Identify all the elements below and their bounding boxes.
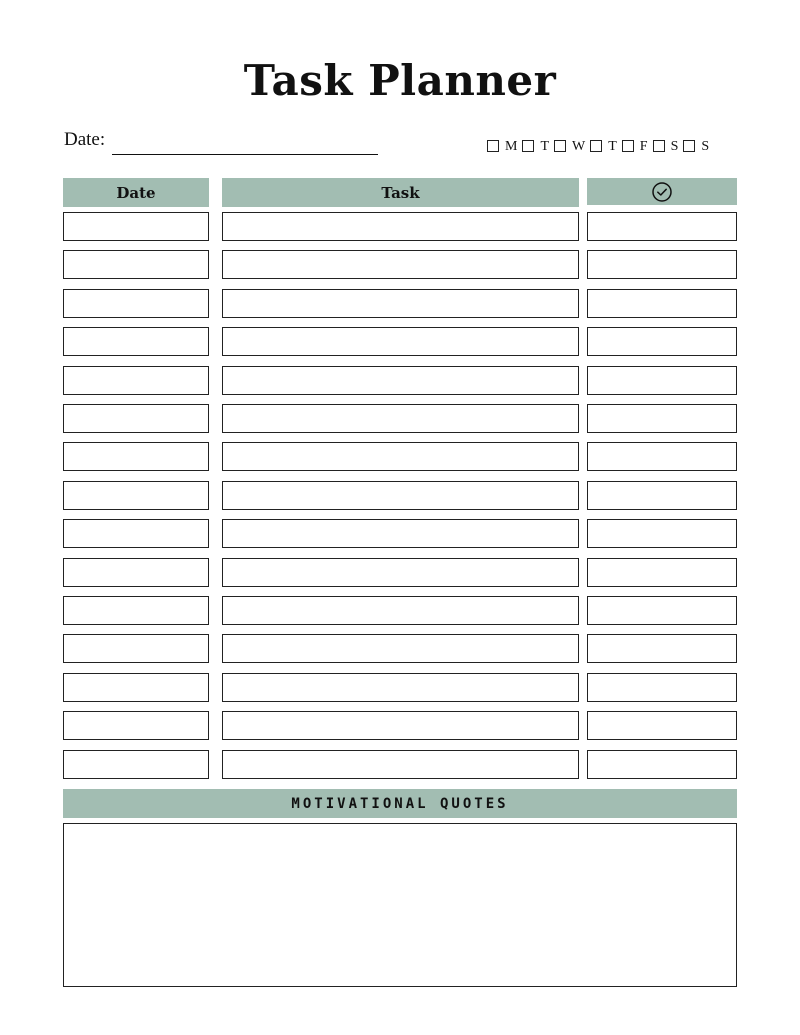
checkbox[interactable] xyxy=(653,140,665,152)
checkbox[interactable] xyxy=(487,140,499,152)
page-title: Task Planner xyxy=(243,56,557,105)
checkbox[interactable] xyxy=(622,140,634,152)
date-cell[interactable] xyxy=(63,289,209,318)
day-label: F xyxy=(639,139,648,154)
task-cell[interactable] xyxy=(222,250,579,279)
day-label: S xyxy=(701,139,710,154)
done-cell[interactable] xyxy=(587,289,737,318)
day-checkbox-saturday[interactable] xyxy=(653,137,679,155)
date-cell[interactable] xyxy=(63,250,209,279)
done-cell[interactable] xyxy=(587,673,737,702)
date-cell[interactable] xyxy=(63,750,209,779)
task-cell[interactable] xyxy=(222,404,579,433)
checkbox[interactable] xyxy=(522,140,534,152)
day-checkbox-wednesday[interactable] xyxy=(554,137,585,155)
done-cell[interactable] xyxy=(587,442,737,471)
check-circle-icon xyxy=(651,181,673,203)
column-header-date: Date xyxy=(63,178,209,207)
task-cell[interactable] xyxy=(222,366,579,395)
motivational-quotes-header: MOTIVATIONAL QUOTES xyxy=(63,789,737,818)
day-checkbox-monday[interactable] xyxy=(487,137,517,155)
weekday-checkboxes xyxy=(487,137,714,155)
date-cell[interactable] xyxy=(63,519,209,548)
date-label: Date: xyxy=(64,129,106,150)
column-header-done xyxy=(587,178,737,205)
date-cell[interactable] xyxy=(63,212,209,241)
task-cell[interactable] xyxy=(222,212,579,241)
task-cell[interactable] xyxy=(222,750,579,779)
date-cell[interactable] xyxy=(63,481,209,510)
task-cell[interactable] xyxy=(222,596,579,625)
done-cell[interactable] xyxy=(587,596,737,625)
day-label: S xyxy=(670,139,679,154)
motivational-quotes-box[interactable] xyxy=(63,823,737,987)
date-cell[interactable] xyxy=(63,596,209,625)
day-checkbox-tuesday[interactable] xyxy=(522,137,549,155)
date-cell[interactable] xyxy=(63,327,209,356)
done-cell[interactable] xyxy=(587,327,737,356)
done-cell[interactable] xyxy=(587,404,737,433)
done-cell[interactable] xyxy=(587,750,737,779)
done-cell[interactable] xyxy=(587,366,737,395)
day-label: T xyxy=(608,139,617,154)
day-label: T xyxy=(540,139,550,154)
task-cell[interactable] xyxy=(222,289,579,318)
done-cell[interactable] xyxy=(587,558,737,587)
column-header-task: Task xyxy=(222,178,579,207)
task-cell[interactable] xyxy=(222,711,579,740)
task-cell[interactable] xyxy=(222,519,579,548)
done-cell[interactable] xyxy=(587,481,737,510)
date-cell[interactable] xyxy=(63,558,209,587)
date-cell[interactable] xyxy=(63,711,209,740)
date-input-line[interactable] xyxy=(112,154,378,155)
checkbox[interactable] xyxy=(683,140,695,152)
task-cell[interactable] xyxy=(222,442,579,471)
day-checkbox-sunday[interactable] xyxy=(683,137,709,155)
task-cell[interactable] xyxy=(222,673,579,702)
checkbox[interactable] xyxy=(554,140,566,152)
day-label: W xyxy=(572,139,586,154)
day-label: M xyxy=(505,139,518,154)
date-cell[interactable] xyxy=(63,673,209,702)
task-cell[interactable] xyxy=(222,327,579,356)
date-cell[interactable] xyxy=(63,442,209,471)
checkbox[interactable] xyxy=(590,140,602,152)
date-cell[interactable] xyxy=(63,404,209,433)
done-cell[interactable] xyxy=(587,212,737,241)
done-cell[interactable] xyxy=(587,250,737,279)
date-cell[interactable] xyxy=(63,366,209,395)
day-checkbox-friday[interactable] xyxy=(622,137,648,155)
done-cell[interactable] xyxy=(587,634,737,663)
task-cell[interactable] xyxy=(222,634,579,663)
done-cell[interactable] xyxy=(587,711,737,740)
task-cell[interactable] xyxy=(222,558,579,587)
date-cell[interactable] xyxy=(63,634,209,663)
done-cell[interactable] xyxy=(587,519,737,548)
day-checkbox-thursday[interactable] xyxy=(590,137,617,155)
task-cell[interactable] xyxy=(222,481,579,510)
